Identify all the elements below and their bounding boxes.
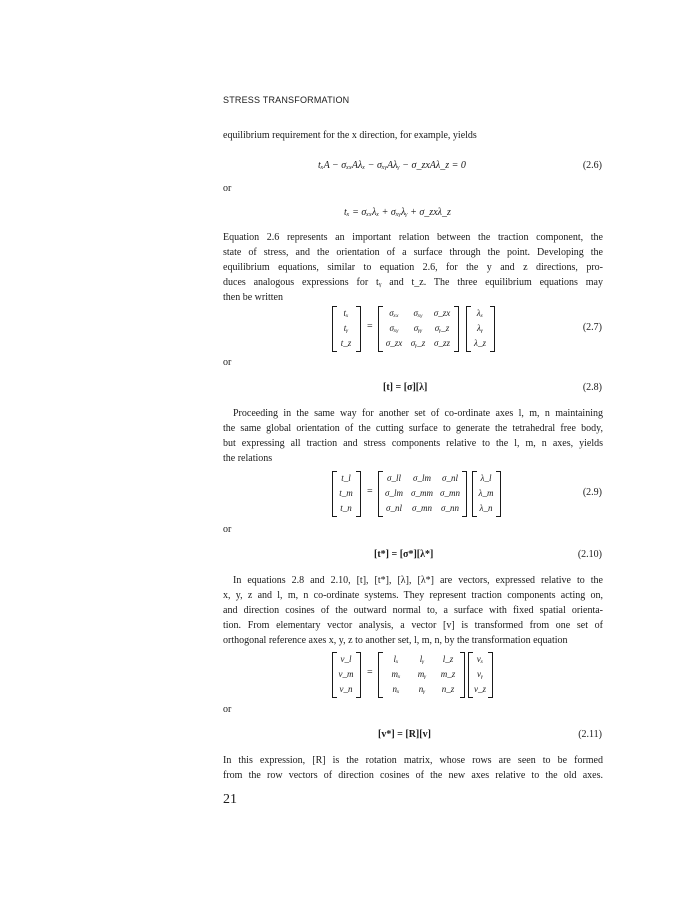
- matrix-cell: σ_lm: [413, 473, 431, 483]
- matrix-cell: σₓᵧ: [389, 323, 399, 333]
- bracket-right: [356, 306, 361, 352]
- paragraph-rotation: [223, 753, 603, 783]
- matrix-cell: v_z: [474, 684, 486, 694]
- matrix-cell: λ_l: [480, 473, 492, 483]
- equation-number-2-10: (2.10): [577, 549, 602, 560]
- matrix-cell: v_l: [340, 654, 352, 664]
- matrix-cell: v_m: [338, 669, 354, 679]
- matrix-cell: λᵧ: [477, 323, 483, 333]
- matrix-cell: t_m: [339, 488, 353, 498]
- or-connector: or: [223, 524, 232, 535]
- text-line: orthogonal reference axes x, y, z to another set, l, m, n, by the transformation equation: [223, 635, 568, 646]
- matrix-cell: σ_zx: [433, 308, 451, 318]
- text-line: equilibrium equations, similar to equation 2.6, for the y and z directions, pro-: [223, 262, 603, 273]
- text-line: then be written: [223, 292, 283, 303]
- matrix-cell: nᵧ: [418, 684, 426, 694]
- paragraph-proceeding: [223, 406, 603, 466]
- equation-number-2-8: (2.8): [582, 382, 602, 393]
- bracket-right: [488, 652, 493, 698]
- running-header: STRESS TRANSFORMATION: [223, 95, 350, 105]
- matrix-cell: σ_mm: [411, 488, 433, 498]
- matrix-cell: σ_mn: [412, 503, 432, 513]
- matrix-cell: v_n: [339, 684, 353, 694]
- equals-sign: =: [367, 486, 373, 497]
- matrix-cell: λₓ: [476, 308, 484, 318]
- matrix-cell: l_z: [442, 654, 454, 664]
- equals-sign: =: [367, 667, 373, 678]
- text-line: from the row vectors of direction cosines of the new axes relative to the old axes.: [223, 770, 603, 781]
- text-line: duces analogous expressions for tᵧ and t_z. The three equilibrium equations may: [223, 277, 603, 288]
- matrix-cell: σ_ll: [387, 473, 401, 483]
- bracket-right: [356, 471, 361, 517]
- bracket-right: [490, 306, 495, 352]
- matrix-cell: tᵧ: [343, 323, 349, 333]
- matrix-cell: σᵧ_z: [434, 323, 450, 333]
- equation-2-6: tₓA − σₓₓAλₓ − σₓᵧAλᵧ − σ_zxAλ_z = 0: [318, 160, 466, 171]
- or-connector: or: [223, 357, 232, 368]
- text-line: Equation 2.6 represents an important relation between the traction component, the: [223, 232, 603, 243]
- matrix-cell: σᵧᵧ: [413, 323, 423, 333]
- matrix-cell: t_n: [340, 503, 352, 513]
- matrix-cell: σ_mn: [440, 488, 460, 498]
- matrix-cell: σ_lm: [385, 488, 403, 498]
- matrix-cell: λ_n: [479, 503, 493, 513]
- matrix-cell: t_z: [340, 338, 352, 348]
- equation-2-11: [v*] = [R][v]: [378, 729, 431, 740]
- bracket-left: [378, 652, 383, 698]
- equation-number-2-11: (2.11): [578, 729, 602, 740]
- text-line: the relations: [223, 453, 273, 464]
- matrix-cell: σ_nl: [386, 503, 402, 513]
- text-line: but expressing all traction and stress components relative to the l, m, n axes, yields: [223, 438, 603, 449]
- bracket-right: [454, 306, 459, 352]
- text-line: the same global orientation of the cutting surface to generate the tetrahedral free body,: [223, 423, 603, 434]
- matrix-cell: σₓᵧ: [413, 308, 423, 318]
- text-line: equilibrium requirement for the x direction, for example, yields: [223, 130, 477, 141]
- equals-sign: =: [367, 321, 373, 332]
- matrix-cell: lᵧ: [419, 654, 425, 664]
- matrix-cell: σ_zz: [434, 338, 450, 348]
- paragraph-equilibrium: [223, 230, 603, 305]
- or-connector: or: [223, 183, 232, 194]
- text-line: state of stress, and the orientation of a surface through the point. Developing the: [223, 247, 603, 258]
- matrix-cell: lₓ: [393, 654, 399, 664]
- equation-number-2-9: (2.9): [582, 487, 602, 498]
- matrix-cell: σ_nl: [442, 473, 458, 483]
- equation-2-8: [t] = [σ][λ]: [383, 382, 428, 393]
- bracket-right: [496, 471, 501, 517]
- matrix-equation-2-9: [332, 471, 502, 517]
- equation-number-2-7: (2.7): [582, 322, 602, 333]
- matrix-cell: λ_z: [474, 338, 486, 348]
- text-line: In this expression, [R] is the rotation matrix, whose rows are seen to be formed: [223, 755, 603, 766]
- equation-number-2-6: (2.6): [582, 160, 602, 171]
- text-line: In equations 2.8 and 2.10, [t], [t*], [λ], [λ*] are vectors, expressed relative to the: [233, 575, 603, 586]
- matrix-cell: σₓₓ: [389, 308, 399, 318]
- matrix-cell: vᵧ: [476, 669, 484, 679]
- matrix-cell: nₓ: [392, 684, 400, 694]
- equation-2-10: [t*] = [σ*][λ*]: [374, 549, 434, 560]
- or-connector: or: [223, 704, 232, 715]
- matrix-cell: vₓ: [476, 654, 484, 664]
- matrix-cell: t_l: [341, 473, 351, 483]
- matrix-cell: σ_nn: [441, 503, 459, 513]
- paragraph-intro: [223, 128, 603, 143]
- page-number: 21: [223, 792, 237, 807]
- matrix-cell: mᵧ: [417, 669, 427, 679]
- paragraph-vectors: [223, 573, 603, 648]
- text-line: and direction cosines of the outward normal to, a surface with fixed spatial orienta-: [223, 605, 603, 616]
- matrix-cell: m_z: [440, 669, 456, 679]
- matrix-cell: λ_m: [478, 488, 494, 498]
- equation-tx: tₓ = σₓₓλₓ + σₓᵧλᵧ + σ_zxλ_z: [344, 207, 451, 218]
- matrix-cell: σ_zx: [385, 338, 403, 348]
- bracket-right: [356, 652, 361, 698]
- matrix-equation-2-7: [332, 306, 502, 352]
- matrix-cell: tₓ: [343, 308, 349, 318]
- text-line: Proceeding in the same way for another set of co-ordinate axes l, m, n maintaining: [233, 408, 603, 419]
- text-line: tion. From elementary vector analysis, a vector [v] is transformed from one set of: [223, 620, 603, 631]
- bracket-right: [460, 652, 465, 698]
- matrix-cell: n_z: [441, 684, 455, 694]
- matrix-cell: mₓ: [391, 669, 401, 679]
- matrix-equation-transformation: [332, 652, 502, 698]
- text-line: x, y, z and l, m, n co-ordinate systems. They represent traction components acting on,: [223, 590, 603, 601]
- matrix-cell: σᵧ_z: [410, 338, 426, 348]
- bracket-right: [462, 471, 467, 517]
